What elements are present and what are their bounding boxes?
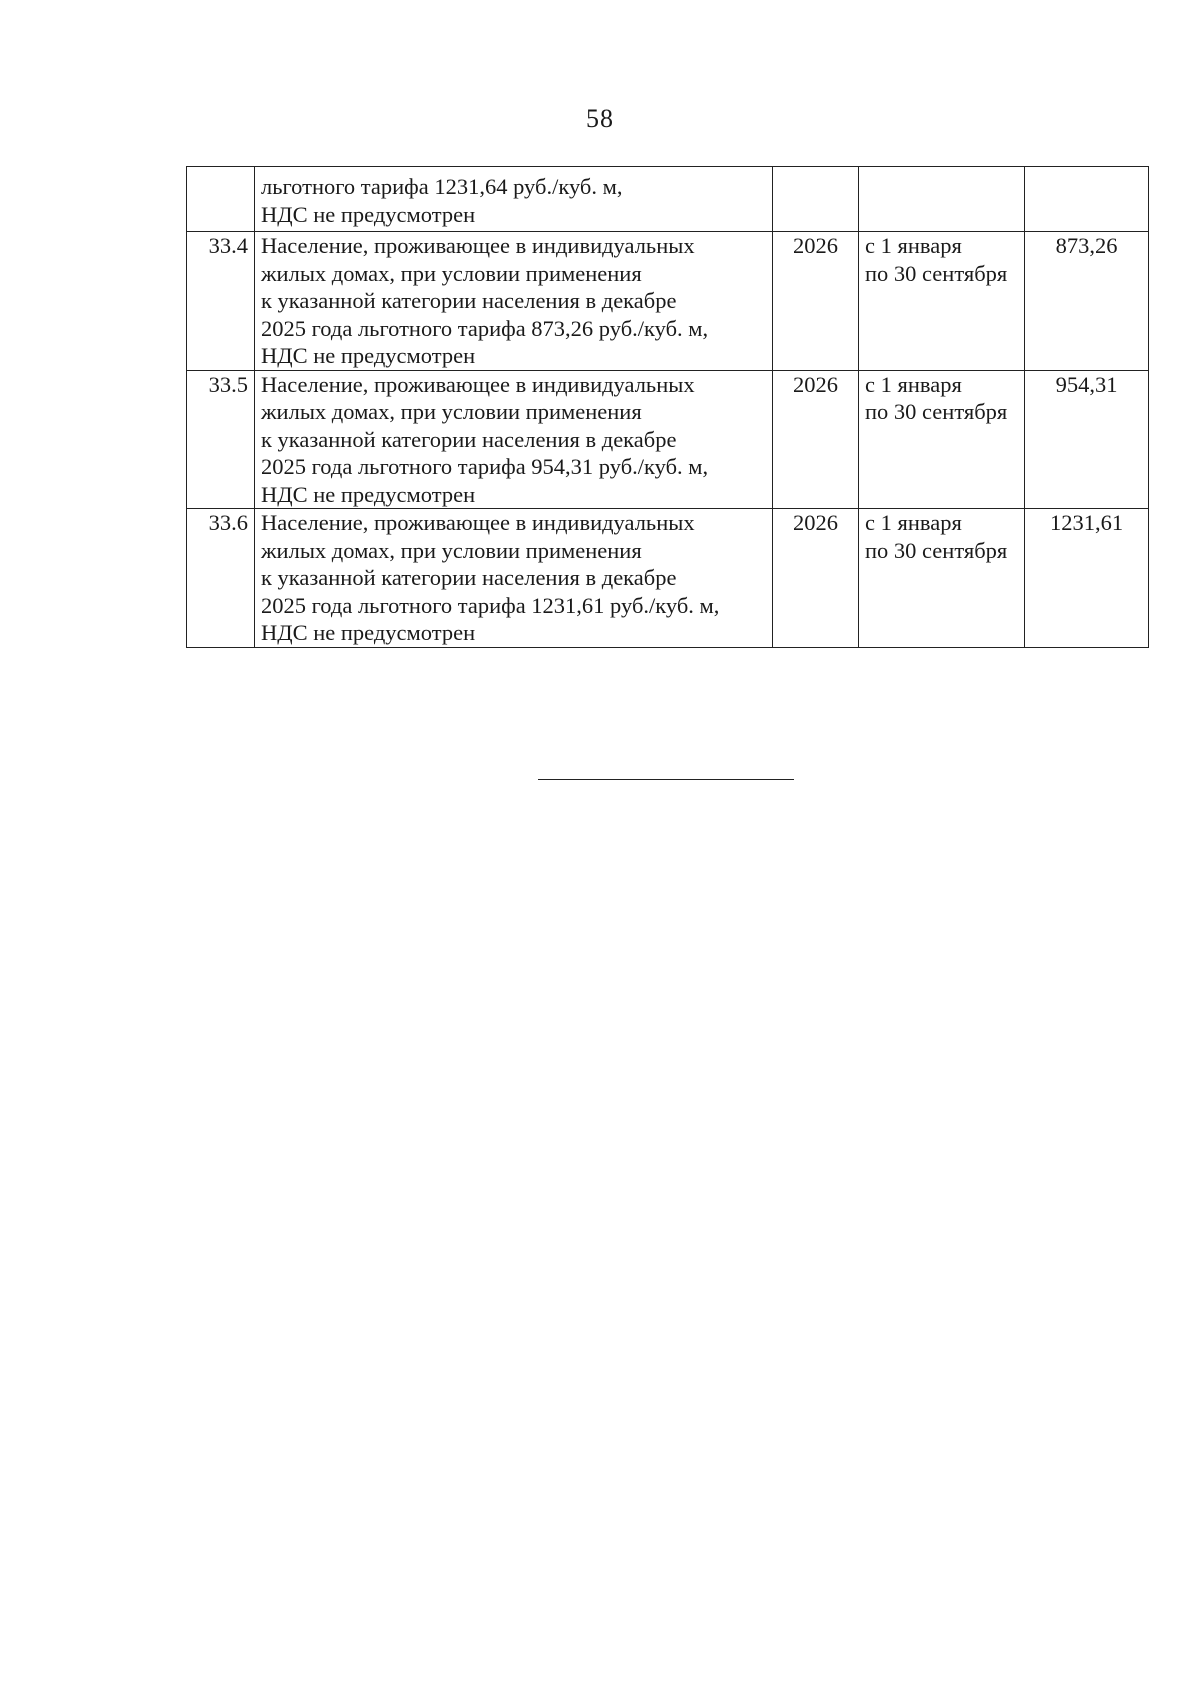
table-row bbox=[187, 232, 1149, 371]
description-line: к указанной категории населения в декабре bbox=[261, 426, 677, 452]
description-line: Население, проживающее в индивидуальных bbox=[261, 233, 695, 258]
end-of-document-rule bbox=[538, 779, 794, 780]
row-number-cell: 33.5 bbox=[187, 370, 255, 509]
row-description-cell bbox=[255, 509, 773, 648]
row-value-cell bbox=[1025, 167, 1149, 232]
row-period-cell bbox=[859, 167, 1025, 232]
row-description-cell bbox=[255, 232, 773, 371]
table-row bbox=[187, 509, 1149, 648]
description-line: Население, проживающее в индивидуальных bbox=[261, 510, 695, 535]
description-line: 2025 года льготного тарифа 954,31 руб./куб. м, bbox=[261, 454, 709, 479]
row-value-cell: 954,31 bbox=[1025, 370, 1149, 509]
period-line: с 1 января bbox=[865, 371, 962, 397]
description-line: 2025 года льготного тарифа 1231,61 руб./куб. м, bbox=[261, 592, 720, 618]
row-description-cell bbox=[255, 167, 773, 232]
description-line: 2025 года льготного тарифа 873,26 руб./куб. м, bbox=[261, 315, 709, 341]
description-line: НДС не предусмотрен bbox=[261, 620, 476, 645]
row-number-cell bbox=[187, 167, 255, 232]
row-period-cell bbox=[859, 370, 1025, 509]
table-row bbox=[187, 370, 1149, 509]
description-line: НДС не предусмотрен bbox=[261, 343, 476, 368]
period-line: по 30 сентября bbox=[865, 537, 1008, 563]
description-line: жилых домах, при условии применения bbox=[261, 260, 642, 286]
row-year-cell: 2026 bbox=[773, 509, 859, 648]
row-number-cell: 33.6 bbox=[187, 509, 255, 648]
table-row-continuation bbox=[187, 167, 1149, 232]
row-number-cell: 33.4 bbox=[187, 232, 255, 371]
row-year-cell: 2026 bbox=[773, 232, 859, 371]
description-line: НДС не предусмотрен bbox=[261, 201, 476, 227]
tariff-table bbox=[186, 166, 1149, 648]
period-line: по 30 сентября bbox=[865, 399, 1008, 424]
row-period-cell bbox=[859, 509, 1025, 648]
row-period-cell bbox=[859, 232, 1025, 371]
row-year-cell bbox=[773, 167, 859, 232]
page-number: 58 bbox=[586, 104, 614, 133]
description-line: к указанной категории населения в декабре bbox=[261, 565, 677, 590]
description-line: жилых домах, при условии применения bbox=[261, 537, 642, 563]
period-line: с 1 января bbox=[865, 510, 962, 535]
row-value-cell: 1231,61 bbox=[1025, 509, 1149, 648]
row-description-cell bbox=[255, 370, 773, 509]
row-year-cell: 2026 bbox=[773, 370, 859, 509]
description-line: к указанной категории населения в декабре bbox=[261, 288, 677, 313]
row-value-cell: 873,26 bbox=[1025, 232, 1149, 371]
description-line: НДС не предусмотрен bbox=[261, 481, 476, 507]
description-line: льготного тарифа 1231,64 руб./куб. м, bbox=[261, 174, 623, 199]
period-line: по 30 сентября bbox=[865, 260, 1008, 286]
description-line: жилых домах, при условии применения bbox=[261, 399, 642, 424]
period-line: с 1 января bbox=[865, 233, 962, 258]
description-line: Население, проживающее в индивидуальных bbox=[261, 371, 695, 397]
